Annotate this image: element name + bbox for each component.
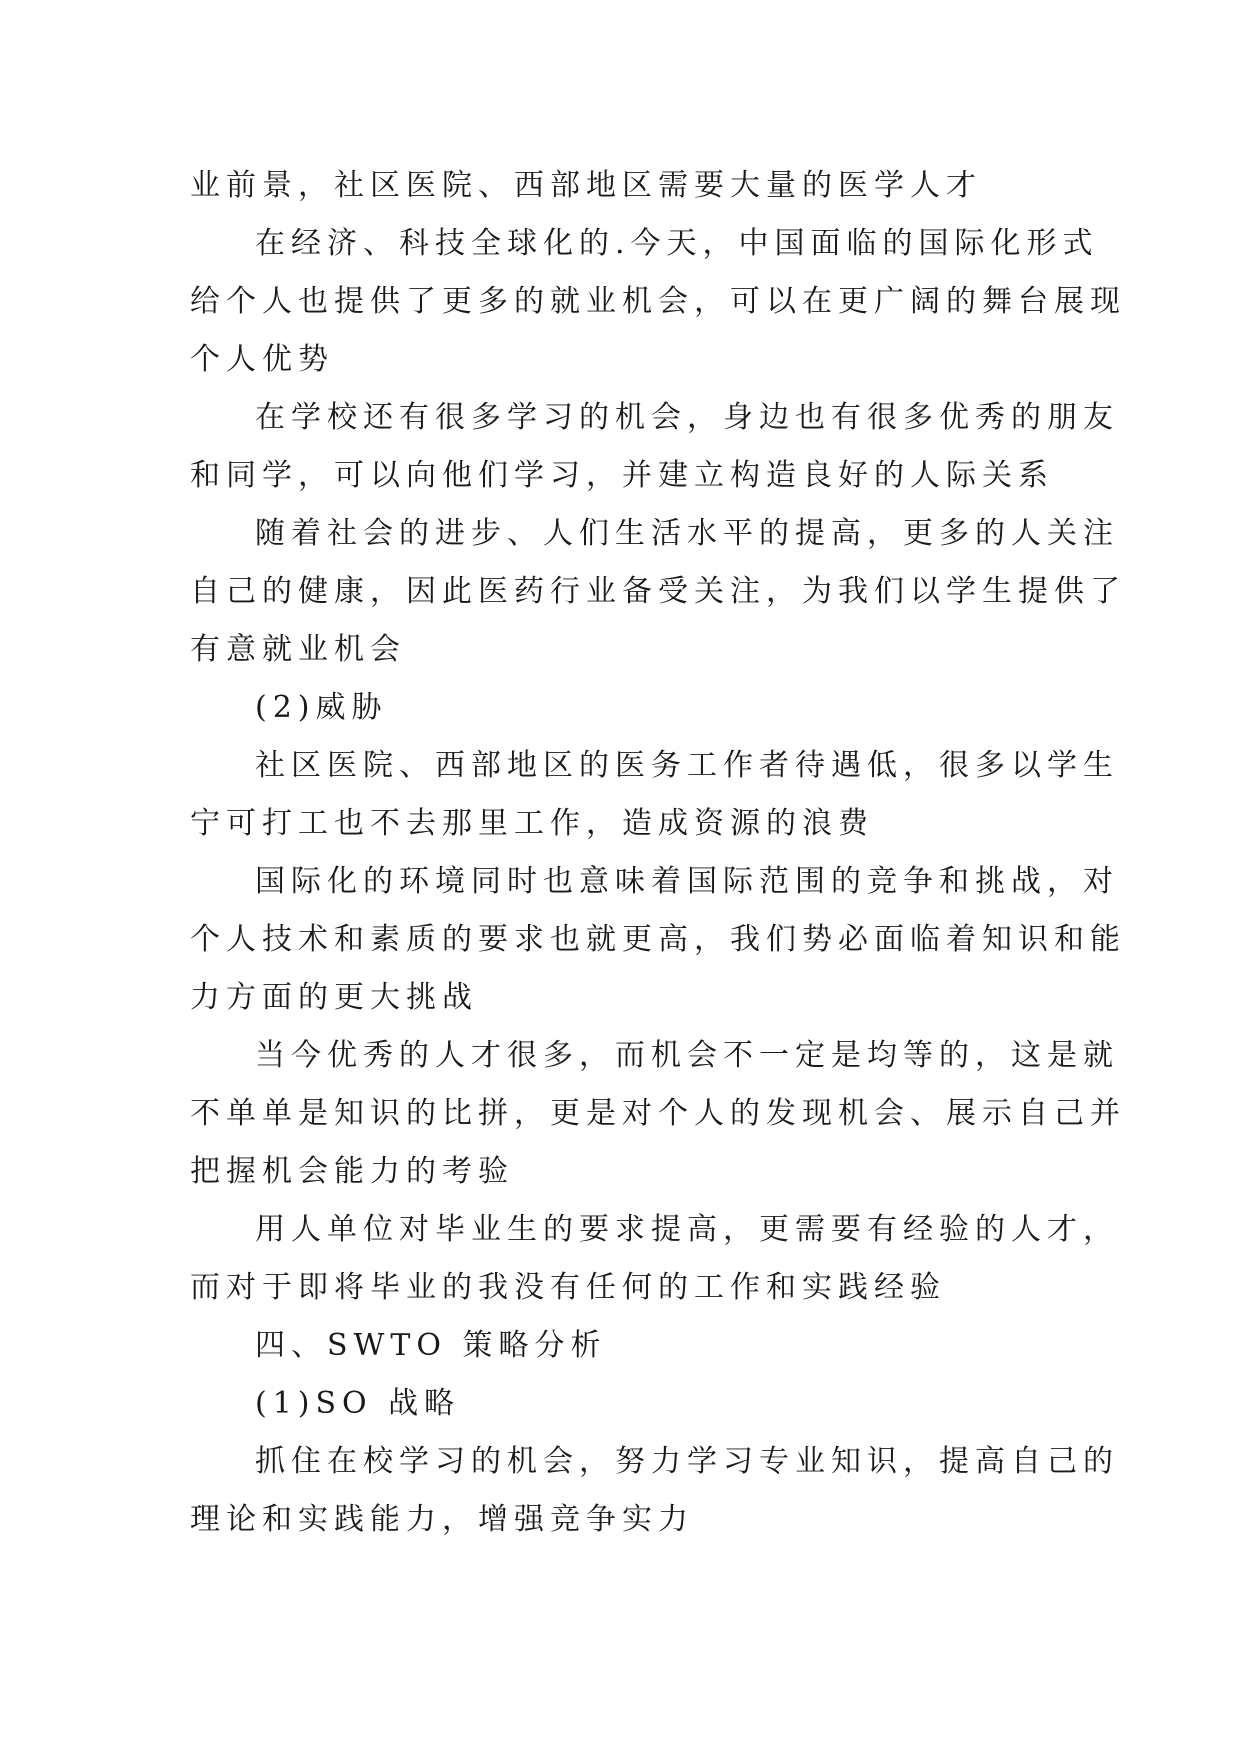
section-heading: (2)威胁: [255, 690, 388, 725]
text-line: 力方面的更大挑战: [190, 980, 478, 1015]
text-line: 和同学，可以向他们学习，并建立构造良好的人际关系: [190, 458, 1054, 493]
text-line: 当今优秀的人才很多，而机会不一定是均等的，这是就: [255, 1038, 1119, 1073]
text-line: 业前景，社区医院、西部地区需要大量的医学人才: [190, 168, 982, 203]
text-line: 而对于即将毕业的我没有任何的工作和实践经验: [190, 1270, 946, 1305]
text-line: 宁可打工也不去那里工作，造成资源的浪费: [190, 806, 874, 841]
text-line: 在经济、科技全球化的.今天，中国面临的国际化形式: [255, 226, 1099, 261]
text-line: 个人技术和素质的要求也就更高，我们势必面临着知识和能: [190, 922, 1126, 957]
text-line: 给个人也提供了更多的就业机会，可以在更广阔的舞台展现: [190, 284, 1126, 319]
section-heading: (1)SO 战略: [255, 1386, 461, 1421]
text-line: 有意就业机会: [190, 632, 406, 667]
text-line: 社区医院、西部地区的医务工作者待遇低，很多以学生: [255, 748, 1119, 783]
text-line: 随着社会的进步、人们生活水平的提高，更多的人关注: [255, 516, 1119, 551]
text-line: 个人优势: [190, 342, 334, 377]
text-line: 不单单是知识的比拼，更是对个人的发现机会、展示自己并: [190, 1096, 1126, 1131]
text-line: 抓住在校学习的机会，努力学习专业知识，提高自己的: [255, 1444, 1119, 1479]
text-line: 理论和实践能力，增强竞争实力: [190, 1502, 694, 1537]
text-line: 国际化的环境同时也意味着国际范围的竞争和挑战，对: [255, 864, 1119, 899]
text-line: 把握机会能力的考验: [190, 1154, 514, 1189]
text-line: 自己的健康，因此医药行业备受关注，为我们以学生提供了: [190, 574, 1126, 609]
text-line: 用人单位对毕业生的要求提高，更需要有经验的人才，: [255, 1212, 1119, 1247]
text-line: 在学校还有很多学习的机会，身边也有很多优秀的朋友: [255, 400, 1119, 435]
section-heading: 四、SWTO 策略分析: [255, 1328, 607, 1363]
